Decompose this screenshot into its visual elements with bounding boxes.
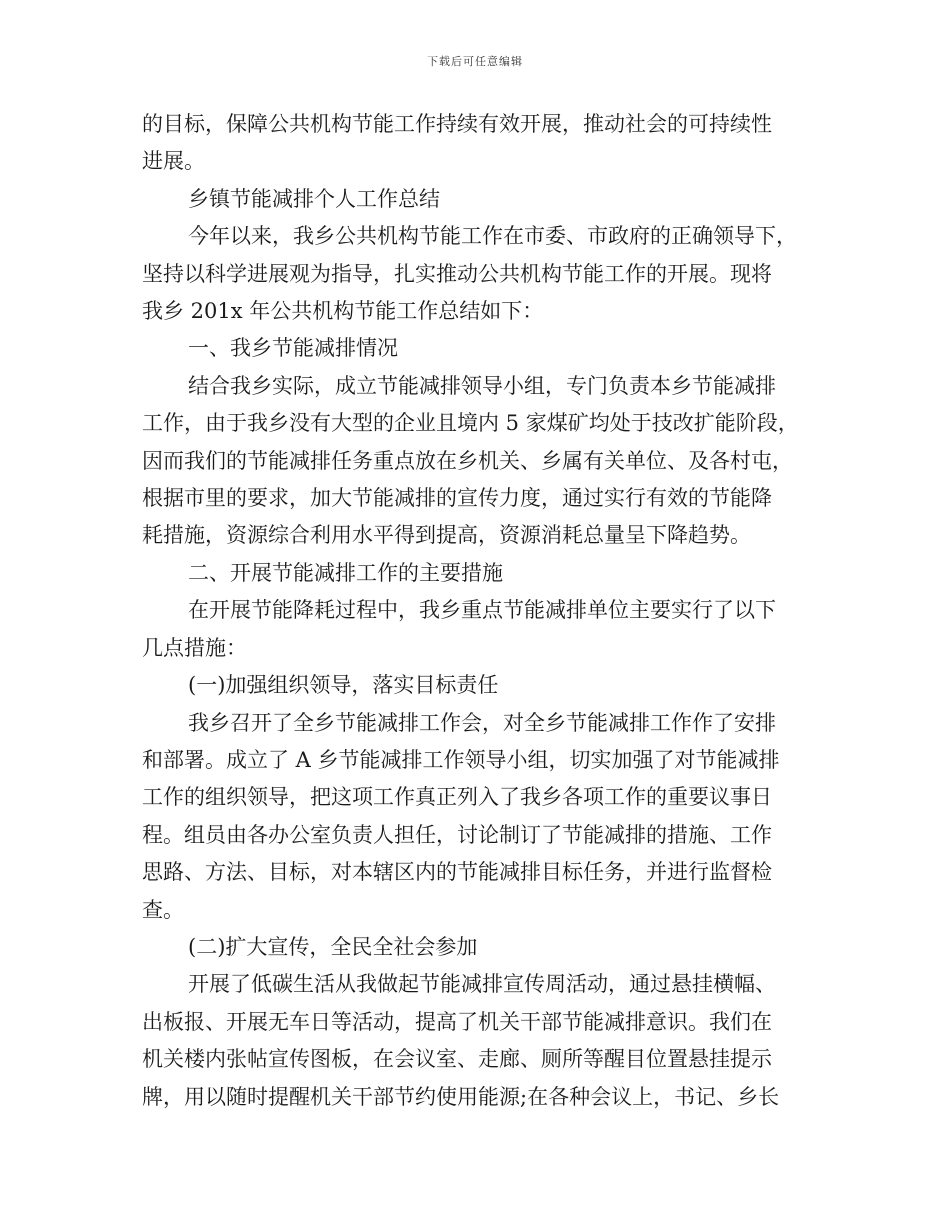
text-line: 查。 <box>142 897 184 922</box>
text-line: 我乡 201x 年公共机构节能工作总结如下： <box>142 299 544 324</box>
section-heading: 二、开展节能减排工作的主要措施 <box>188 560 503 585</box>
text-line: 工作，由于我乡没有大型的企业且境内 5 家煤矿均处于技改扩能阶段， <box>142 411 799 436</box>
text-line: 牌，用以随时提醒机关干部节约使用能源;在各种会议上，书记、乡长 <box>142 1084 780 1109</box>
text-line: 我乡召开了全乡节能减排工作会，对全乡节能减排工作作了安排 <box>188 710 776 735</box>
section-title: 乡镇节能减排个人工作总结 <box>188 186 440 211</box>
text-line: 在开展节能降耗过程中，我乡重点节能减排单位主要实行了以下 <box>188 598 776 623</box>
text-line: 和部署。成立了 A 乡节能减排工作领导小组，切实加强了对节能减排 <box>142 747 780 772</box>
text-line: 机关楼内张帖宣传图板，在会议室、走廊、厕所等醒目位置悬挂提示 <box>142 1047 772 1072</box>
text-line: 坚持以科学进展观为指导，扎实推动公共机构节能工作的开展。现将 <box>142 261 772 286</box>
text-line: 思路、方法、目标，对本辖区内的节能减排目标任务，并进行监督检 <box>142 860 772 885</box>
text-line: 结合我乡实际，成立节能减排领导小组，专门负责本乡节能减排 <box>188 373 776 398</box>
text-line: 程。组员由各办公室负责人担任，讨论制订了节能减排的措施、工作 <box>142 822 772 847</box>
text-line: 耗措施，资源综合利用水平得到提高，资源消耗总量呈下降趋势。 <box>142 523 751 548</box>
text-line: 今年以来，我乡公共机构节能工作在市委、市政府的正确领导下， <box>188 224 797 249</box>
text-line: 进展。 <box>142 149 205 174</box>
subsection-heading: (二)扩大宣传，全民全社会参加 <box>188 934 478 959</box>
page-header-note: 下载后可任意编辑 <box>427 55 523 68</box>
document-body <box>142 106 814 1116</box>
section-heading: 一、我乡节能减排情况 <box>188 336 398 361</box>
text-line: 出板报、开展无车日等活动，提高了机关干部节能减排意识。我们在 <box>142 1009 772 1034</box>
subsection-heading: (一)加强组织领导，落实目标责任 <box>188 673 499 698</box>
text-line: 的目标，保障公共机构节能工作持续有效开展，推动社会的可持续性 <box>142 112 772 136</box>
text-line: 根据市里的要求，加大节能减排的宣传力度，通过实行有效的节能降 <box>142 486 772 511</box>
text-line: 几点措施： <box>142 635 247 660</box>
text-line: 工作的组织领导，把这项工作真正列入了我乡各项工作的重要议事日 <box>142 785 772 810</box>
text-line: 开展了低碳生活从我做起节能减排宣传周活动，通过悬挂横幅、 <box>188 972 776 997</box>
text-line: 因而我们的节能减排任务重点放在乡机关、乡属有关单位、及各村屯， <box>142 448 793 473</box>
